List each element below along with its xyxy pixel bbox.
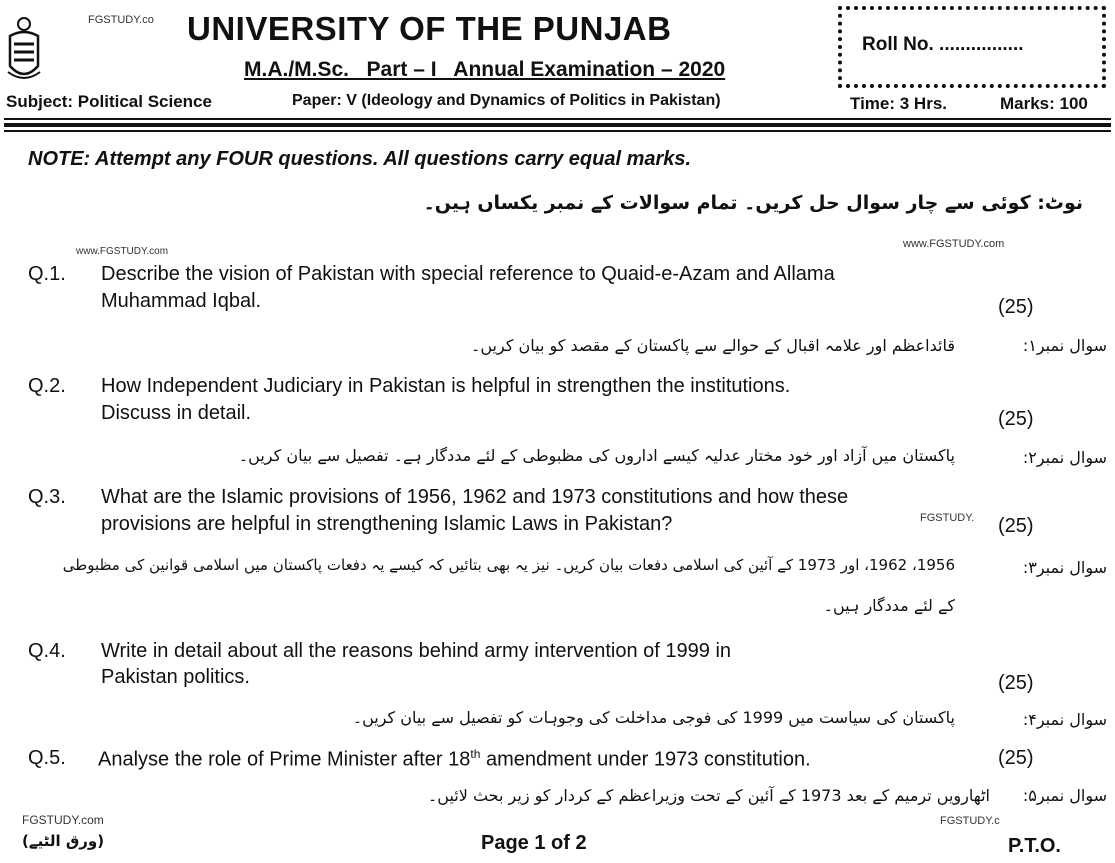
urdu-question-text: پاکستان کی سیاست میں 1999 کی فوجی مداخلت کی وجوہات کو تفصیل سے بیان کریں۔ [352, 708, 955, 727]
question-text-part: amendment under 1973 constitution. [480, 748, 811, 771]
question-number: Q.2. [28, 375, 66, 397]
roll-number-box [838, 6, 1106, 88]
question-marks: (25) [998, 672, 1034, 694]
urdu-question-label: سوال نمبر۱: [1022, 336, 1107, 355]
divider [4, 130, 1111, 132]
question-text: Discuss in detail. [101, 402, 252, 424]
question-number: Q.5. [28, 747, 66, 769]
time: Time: 3 Hrs. [850, 94, 948, 113]
urdu-question-label: سوال نمبر۲: [1022, 448, 1107, 467]
urdu-question-label: سوال نمبر۵: [1022, 786, 1107, 805]
watermark: FGSTUDY.c [940, 815, 1000, 827]
urdu-question-text: قائداعظم اور علامہ اقبال کے حوالے سے پاکستان کے مقصد کو بیان کریں۔ [471, 336, 955, 355]
page-number: Page 1 of 2 [481, 832, 587, 854]
watermark: FGSTUDY.com [22, 813, 104, 827]
question-marks: (25) [998, 747, 1034, 769]
marks: Marks: 100 [1000, 94, 1088, 113]
university-crest-logo [6, 14, 42, 84]
urdu-question-label: سوال نمبر۴: [1022, 710, 1107, 729]
question-text: What are the Islamic provisions of 1956, 1962 and 1973 constitutions and how these [101, 486, 849, 508]
paper: Paper: V (Ideology and Dynamics of Politics in Pakistan) [292, 92, 721, 109]
question-text [98, 747, 811, 772]
question-text-part: Analyse the role of Prime Minister after 18 [98, 748, 471, 771]
question-marks: (25) [998, 296, 1034, 318]
please-turn-over: P.T.O. [1008, 835, 1061, 857]
subject: Subject: Political Science [6, 92, 212, 111]
question-text: Pakistan politics. [101, 666, 250, 688]
urdu-question-text: کے لئے مددگار ہیں۔ [823, 596, 955, 615]
turn-over-urdu: (ورق الٹیے) [22, 832, 105, 850]
exam-title: M.A./M.Sc. Part – I Annual Examination – 2020 [244, 58, 726, 81]
university-name: UNIVERSITY OF THE PUNJAB [187, 10, 672, 47]
question-number: Q.4. [28, 640, 66, 662]
divider [4, 123, 1111, 127]
watermark: FGSTUDY. [920, 512, 975, 524]
note-urdu: نوٹ: کوئی سے چار سوال حل کریں۔ تمام سوالات کے نمبر یکساں ہیں۔ [423, 192, 1083, 214]
watermark: www.FGSTUDY.com [903, 238, 1005, 250]
question-number: Q.3. [28, 486, 66, 508]
watermark: FGSTUDY.co [88, 14, 154, 26]
question-marks: (25) [998, 515, 1034, 537]
question-text: How Independent Judiciary in Pakistan is helpful in strengthen the institutions. [101, 375, 791, 397]
question-text: Describe the vision of Pakistan with special reference to Quaid-e-Azam and Allama [101, 263, 835, 285]
urdu-question-label: سوال نمبر۳: [1022, 558, 1107, 577]
question-number: Q.1. [28, 263, 66, 285]
divider [4, 118, 1111, 120]
question-text: Muhammad Iqbal. [101, 290, 262, 312]
superscript: th [470, 747, 481, 761]
watermark: www.FGSTUDY.com [76, 246, 169, 257]
question-marks: (25) [998, 408, 1034, 430]
question-text: provisions are helpful in strengthening Islamic Laws in Pakistan? [101, 513, 673, 535]
roll-number-label: Roll No. ................ [862, 34, 1024, 55]
urdu-question-text: پاکستان میں آزاد اور خود مختار عدلیہ کیسے اداروں کی مظبوطی کے لئے مددگار ہے۔ تفصیل سے بیان کریں۔ [238, 446, 955, 465]
urdu-question-text: اٹھارویں ترمیم کے بعد 1973 کے آئین کے تحت وزیراعظم کے کردار کو زیر بحث لائیں۔ [427, 786, 990, 805]
question-text: Write in detail about all the reasons behind army intervention of 1999 in [101, 640, 732, 662]
urdu-question-text: 1956، 1962، اور 1973 کے آئین کی اسلامی دفعات بیان کریں۔ نیز یہ بھی بتائیں کہ کیسے یہ دفعات پاکستان میں اسلامی قوانین کی مظبوطی [62, 556, 955, 574]
note-english: NOTE: Attempt any FOUR questions. All questions carry equal marks. [28, 148, 692, 170]
